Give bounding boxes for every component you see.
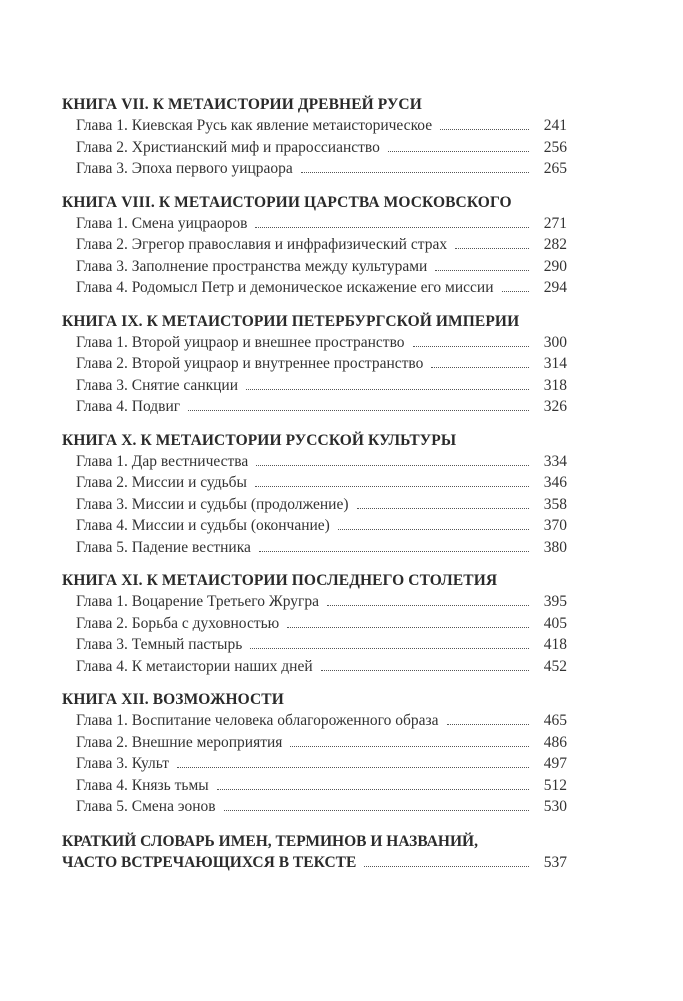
toc-chapter-entry[interactable]	[62, 472, 567, 494]
toc-chapter-entry[interactable]	[62, 353, 567, 375]
dot-leader	[357, 498, 529, 509]
chapter-title: Глава 4. Князь тьмы	[76, 776, 209, 794]
page-number: 271	[543, 214, 567, 232]
dot-leader	[502, 281, 529, 292]
chapter-title: Глава 4. Миссии и судьбы (окончание)	[76, 517, 330, 534]
toc-chapter-entry[interactable]	[62, 732, 567, 754]
page-number: 358	[543, 495, 567, 513]
toc-glossary-entry[interactable]	[62, 831, 567, 873]
book-title: КНИГА XI. К МЕТАИСТОРИИ ПОСЛЕДНЕГО СТОЛЕТИЯ	[62, 572, 498, 589]
toc-chapter-entry[interactable]	[62, 137, 567, 159]
page-number: 465	[543, 712, 567, 729]
dot-leader	[321, 660, 529, 671]
page-number: 497	[543, 755, 567, 772]
page-number: 530	[543, 798, 567, 815]
toc-chapter-entry[interactable]	[62, 213, 567, 235]
toc-chapter-entry[interactable]	[62, 234, 567, 256]
dot-leader	[224, 800, 529, 811]
book-title: КНИГА X. К МЕТАИСТОРИИ РУССКОЙ КУЛЬТУРЫ	[62, 431, 457, 449]
chapter-title: Глава 2. Миссии и судьбы	[76, 474, 247, 491]
toc-chapter-entry[interactable]	[62, 796, 567, 818]
chapter-title: Глава 3. Миссии и судьбы (продолжение)	[76, 495, 349, 513]
glossary-title-line1: КРАТКИЙ СЛОВАРЬ ИМЕН, ТЕРМИНОВ И НАЗВАНИЙ,	[62, 832, 478, 850]
page-number: 334	[543, 452, 567, 470]
page-number: 370	[543, 517, 567, 534]
dot-leader	[287, 617, 529, 628]
chapter-title: Глава 2. Христианский миф и прароссианство	[76, 138, 380, 156]
dot-leader	[256, 455, 529, 466]
toc-chapter-entry[interactable]	[62, 494, 567, 516]
toc-chapter-entry[interactable]	[62, 115, 567, 137]
toc-chapter-entry[interactable]	[62, 753, 567, 775]
chapter-title: Глава 1. Второй уицраор и внешнее пространство	[76, 333, 405, 351]
page-number: 290	[543, 257, 567, 275]
toc-chapter-entry[interactable]	[62, 158, 567, 180]
toc-book	[62, 690, 567, 818]
dot-leader	[364, 856, 529, 867]
chapter-title: Глава 2. Внешние мероприятия	[76, 733, 283, 751]
chapter-title: Глава 2. Борьба с духовностью	[76, 614, 280, 632]
book-title: КНИГА IX. К МЕТАИСТОРИИ ПЕТЕРБУРГСКОЙ ИМПЕРИИ	[62, 312, 520, 330]
toc-chapter-entry[interactable]	[62, 451, 567, 473]
dot-leader	[290, 736, 529, 747]
toc-chapter-entry[interactable]	[62, 277, 567, 299]
dot-leader	[177, 757, 529, 768]
dot-leader	[250, 638, 529, 649]
chapter-title: Глава 1. Смена уицраоров	[76, 214, 248, 232]
toc-chapter-entry[interactable]	[62, 710, 567, 732]
book-title: КНИГА VII. К МЕТАИСТОРИИ ДРЕВНЕЙ РУСИ	[62, 96, 422, 113]
page-number: 314	[543, 355, 567, 372]
chapter-title: Глава 4. Подвиг	[76, 398, 181, 415]
page-number: 346	[543, 474, 567, 491]
chapter-title: Глава 2. Второй уицраор и внутреннее пространство	[76, 355, 424, 372]
dot-leader	[301, 162, 529, 173]
toc-chapter-entry[interactable]	[62, 515, 567, 537]
toc-book	[62, 571, 567, 677]
page-number: 486	[543, 733, 567, 751]
page-number: 405	[543, 614, 567, 632]
toc-chapter-entry[interactable]	[62, 613, 567, 635]
table-of-contents	[62, 95, 567, 873]
chapter-title: Глава 3. Заполнение пространства между культурами	[76, 257, 428, 275]
dot-leader	[435, 260, 529, 271]
toc-book	[62, 193, 567, 299]
page-number: 282	[543, 236, 567, 253]
chapter-title: Глава 4. К метаистории наших дней	[76, 657, 313, 675]
toc-chapter-entry[interactable]	[62, 256, 567, 278]
chapter-title: Глава 4. Родомысл Петр и демоническое искажение его миссии	[76, 279, 494, 296]
dot-leader	[217, 779, 529, 790]
chapter-title: Глава 1. Воцарение Третьего Жругра	[76, 593, 320, 610]
dot-leader	[255, 476, 529, 487]
page-number: 512	[543, 776, 567, 794]
page-number: 256	[543, 138, 567, 156]
page-number: 326	[543, 398, 567, 415]
glossary-title-line2-row	[62, 852, 567, 873]
page-number: 300	[543, 333, 567, 351]
chapter-title: Глава 1. Воспитание человека облагороженного образа	[76, 712, 439, 729]
dot-leader	[413, 336, 529, 347]
toc-chapter-entry[interactable]	[62, 656, 567, 678]
dot-leader	[327, 595, 529, 606]
dot-leader	[455, 238, 529, 249]
chapter-title: Глава 3. Культ	[76, 755, 170, 772]
dot-leader	[246, 379, 529, 390]
glossary-title-line2: ЧАСТО ВСТРЕЧАЮЩИХСЯ В ТЕКСТЕ	[62, 853, 357, 871]
chapter-title: Глава 3. Эпоха первого уицраора	[76, 160, 293, 177]
dot-leader	[338, 519, 529, 530]
page-number: 395	[543, 593, 567, 610]
toc-chapter-entry[interactable]	[62, 332, 567, 354]
toc-book	[62, 312, 567, 418]
chapter-title: Глава 2. Эгрегор православия и инфрафизический страх	[76, 236, 448, 253]
dot-leader	[259, 541, 529, 552]
page-number: 452	[543, 657, 567, 675]
dot-leader	[431, 357, 529, 368]
dot-leader	[440, 119, 529, 130]
chapter-title: Глава 3. Темный пастырь	[76, 636, 243, 653]
dot-leader	[255, 217, 529, 228]
chapter-title: Глава 3. Снятие санкции	[76, 376, 239, 394]
chapter-title: Глава 5. Падение вестника	[76, 538, 251, 556]
toc-chapter-entry[interactable]	[62, 634, 567, 656]
page-number: 380	[543, 538, 567, 556]
page-number: 241	[543, 117, 567, 134]
toc-chapter-entry[interactable]	[62, 537, 567, 559]
book-title: КНИГА VIII. К МЕТАИСТОРИИ ЦАРСТВА МОСКОВСКОГО	[62, 193, 512, 211]
toc-chapter-entry[interactable]	[62, 375, 567, 397]
dot-leader	[388, 141, 529, 152]
toc-book	[62, 95, 567, 180]
chapter-title: Глава 1. Дар вестничества	[76, 452, 249, 470]
book-title: КНИГА XII. ВОЗМОЖНОСТИ	[62, 691, 284, 708]
page-number: 318	[543, 376, 567, 394]
dot-leader	[188, 400, 529, 411]
page-number: 294	[543, 279, 567, 296]
page-number: 418	[543, 636, 567, 653]
page-number: 537	[543, 853, 567, 871]
chapter-title: Глава 5. Смена эонов	[76, 798, 216, 815]
toc-book	[62, 431, 567, 559]
page-number: 265	[543, 160, 567, 177]
toc-chapter-entry[interactable]	[62, 396, 567, 418]
toc-chapter-entry[interactable]	[62, 591, 567, 613]
chapter-title: Глава 1. Киевская Русь как явление метаисторическое	[76, 117, 433, 134]
dot-leader	[447, 714, 529, 725]
toc-chapter-entry[interactable]	[62, 775, 567, 797]
